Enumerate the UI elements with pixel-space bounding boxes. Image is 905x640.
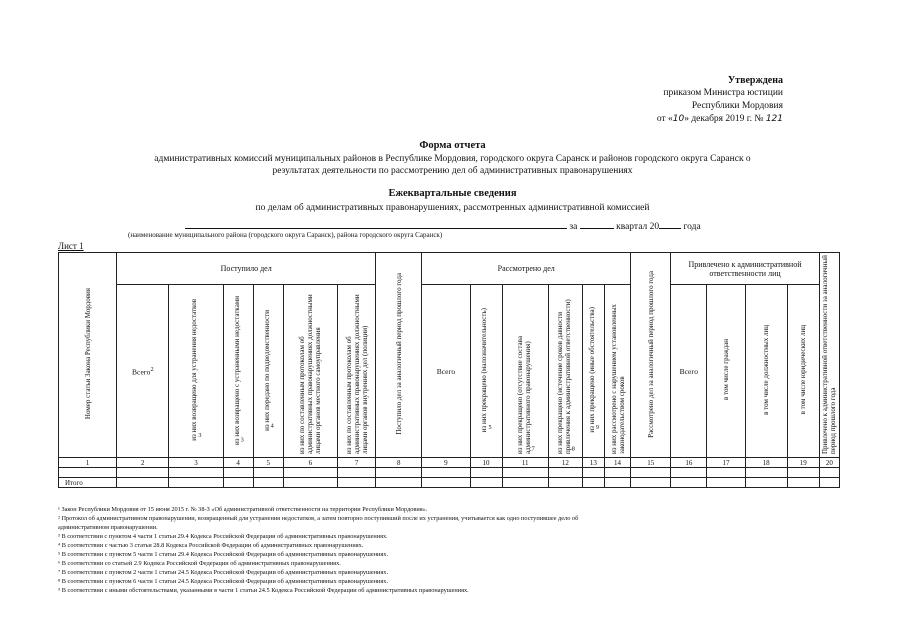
col-liable-citizens: в том числе граждан [707,285,745,458]
sheet-label: Лист 1 [58,241,84,251]
form-subtitle [0,153,905,177]
col-number: 8 [376,458,422,468]
col-number: 11 [502,458,548,468]
footnote: ³ В соответствии с пунктом 4 части 1 статьи 29.4 Кодекса Российской Федерации об административных правонарушениях. [58,533,388,540]
name-caption: (наименование муниципального района (городского округа Саранск), района городского округа Саранск) [128,231,443,239]
col-liable-prev-year: Привлечено к административной ответственности за аналогичный период прошлого года [819,253,839,458]
col-number: 1 [59,458,117,468]
form-subtitle-line-2: результатах деятельности по рассмотрению дел об административных правонарушениях [272,166,633,176]
col-liable-legal-entities: в том числе юридических лиц [787,285,819,458]
goda-label: года [683,222,701,232]
quarter-blank [580,218,614,229]
col-number: 18 [745,458,787,468]
approval-line-2: Республики Мордовия [691,101,783,111]
col-number: 14 [604,458,630,468]
col-received-local-gov: из них по составленным протоколам об административных правонарушениях должностными лицами органов местного самоуправления [283,285,337,458]
col-number: 19 [787,458,819,468]
col-received-transferred: из них передано по подведомственности$^4$ [253,285,283,458]
group-liable: Привлечено к административной ответственности лиц [671,253,820,285]
table-row [59,468,840,478]
form-subtitle-line-1: административных комиссий муниципальных районов в Республике Мордовия, городского округа Саранск и районов городского округа Саранск о [154,154,751,164]
approval-line-1: приказом Министра юстиции [663,88,783,98]
col-considered-prev-year: Рассмотрено дел за аналогичный период прошлого года [631,253,671,458]
col-liable-officials: в том числе должностных лиц [745,285,787,458]
footnote: административном правонарушении. [58,524,158,531]
approval-date [543,113,783,126]
col-number: 15 [631,458,671,468]
column-number-row [59,458,840,468]
total-row [59,478,840,488]
total-label: Итого [59,478,117,488]
col-number: 7 [337,458,375,468]
col-considered-late: из них рассмотрено с нарушением установленных законодательством сроков [604,285,630,458]
col-number: 16 [671,458,707,468]
approval-title: Утверждена [727,75,783,86]
quarterly-subtitle: по делам об административных правонарушениях, рассмотренных административной комиссией [255,203,650,213]
col-number: 13 [582,458,604,468]
report-table [58,252,840,488]
approval-block [543,74,783,126]
col-considered-other: из них прекращено (иные обстоятельства)$^9$ [582,285,604,458]
col-article-number: Номер статьи Закона Республики Мордовия [59,253,117,458]
form-title: Форма отчета [419,140,486,151]
col-number: 10 [470,458,502,468]
approval-number: 121 [765,114,783,124]
col-number: 4 [223,458,253,468]
col-number: 5 [253,458,283,468]
kvartal-label: квартал 20 [616,222,660,232]
footnote: ² Протокол об административном правонарушении, возвращенный для устранения недостатков, а затем повторно поступивший после их устранения, учитывается как одно поступившее дело об [58,515,579,522]
approval-date-suffix: » декабря 2019 г. № [684,114,764,124]
footnote: ⁸ В соответствии с пунктом 6 части 1 статьи 24.5 Кодекса Российской Федерации об административных правонарушениях. [58,578,389,585]
year-blank [659,218,681,229]
col-number: 17 [707,458,745,468]
footnote: ⁵ В соответствии с пунктом 5 части 1 статьи 29.4 Кодекса Российской Федерации об административных правонарушениях. [58,551,389,558]
col-considered-expired: из них прекращено (истечение сроков давности привлечения к административной ответственности)$^8$ [548,285,582,458]
col-received-fixed: из них возвращено с устраненными недостатками$^3$ [223,285,253,458]
col-number: 3 [169,458,223,468]
col-considered-no-offense: из них прекращено (отсутствие состава административного правонарушения)$^7$ [502,285,548,458]
col-considered-total: Всего [422,285,470,458]
group-considered: Рассмотрено дел [422,253,631,285]
col-number: 20 [819,458,839,468]
footnotes [58,505,818,595]
quarterly-period-line [185,218,701,232]
footnote: ⁶ В соответствии со статьей 2.9 Кодекса Российской Федерации об административных правонарушениях. [58,560,341,567]
col-number: 9 [422,458,470,468]
col-considered-insignificance: из них прекращено (малозначительность)$^5$ [470,285,502,458]
footnote: ¹ Закон Республики Мордовия от 15 июня 2015 г. № 38-З «Об административной ответственности на территории Республики Мордовия». [58,506,428,513]
quarterly-title: Ежеквартальные сведения [388,188,517,199]
commission-name-blank [185,218,567,229]
col-received-total: Всего$^2$ [117,285,169,458]
col-liable-total: Всего [671,285,707,458]
footnote: ⁹ В соответствии с иными обстоятельствами, указанными в части 1 статьи 24.5 Кодекса Российской Федерации об административных правонарушениях. [58,587,469,594]
col-number: 2 [117,458,169,468]
footnote: ⁴ В соответствии с частью 3 статьи 28.8 Кодекса Российской Федерации об административных правонарушениях. [58,542,364,549]
col-number: 6 [283,458,337,468]
za-label: за [569,222,578,232]
col-received-police: из них по составленным протоколам об административных правонарушениях должностными лицами органов внутренних дел (полиции) [337,285,375,458]
col-received-returned: из них возвращено для устранения недостатков$^3$ [169,285,223,458]
col-received-prev-year: Поступило дел за аналогичный период прошлого года [376,253,422,458]
group-received: Поступило дел [117,253,376,285]
footnote: ⁷ В соответствии с пунктом 2 части 1 статьи 24.5 Кодекса Российской Федерации об административных правонарушениях. [58,569,389,576]
col-number: 12 [548,458,582,468]
approval-date-prefix: от « [656,114,673,124]
approval-day: 10 [672,114,685,124]
